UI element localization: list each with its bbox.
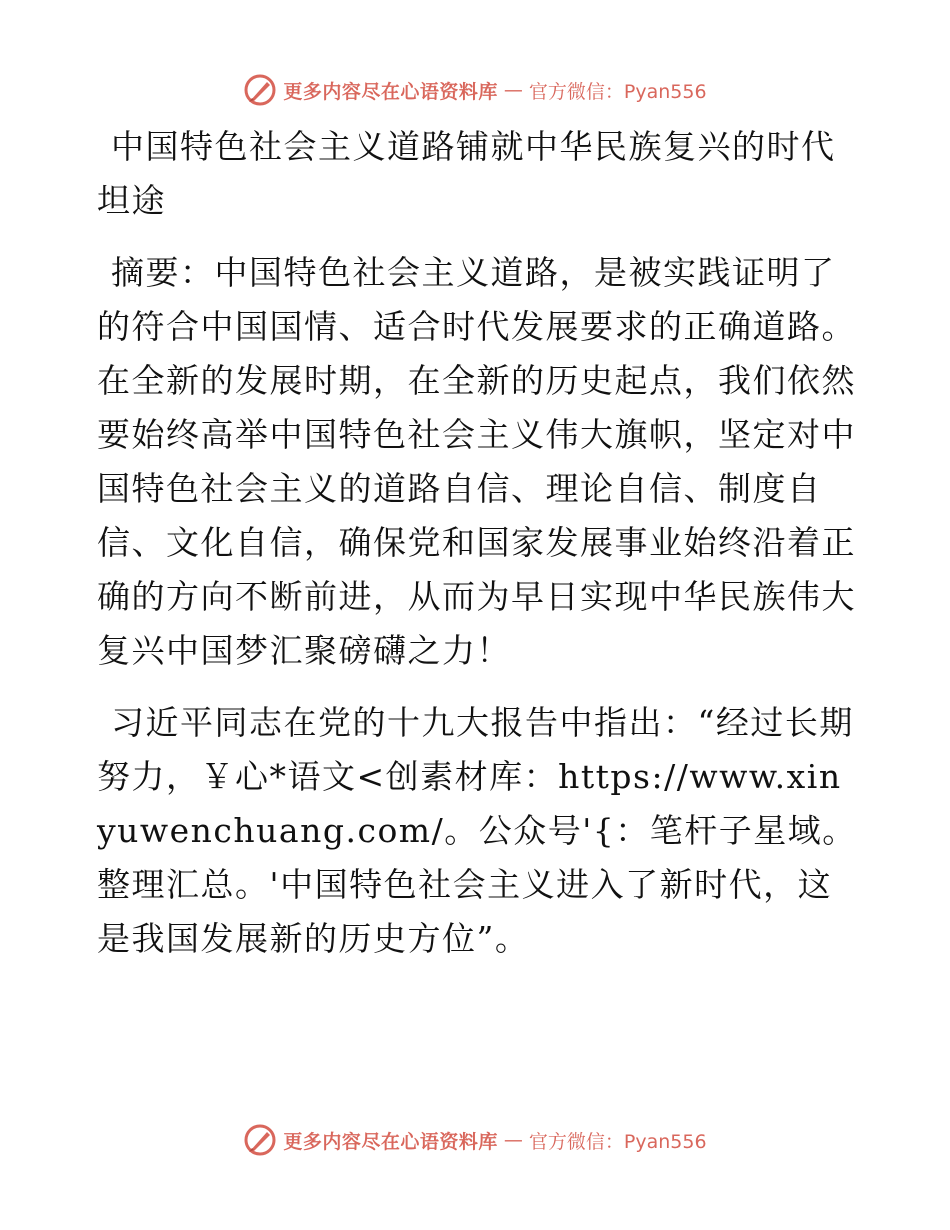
body-paragraph: 习近平同志在党的十九大报告中指出：“经过长期努力，￥心*语文<创素材库：https://www.xinyuwenchuang.com/。公众号'{：笔杆子星域。整理汇总。'中国特色社会主义进入了新时代，这是我国发展新的历史方位”。: [97, 703, 857, 958]
banner-dash: —: [503, 1129, 523, 1151]
site-promo-text: 更多内容尽在心语资料库: [283, 1130, 498, 1153]
quill-logo-icon: [243, 73, 277, 107]
wechat-contact-text: 官方微信：Pyan556: [528, 80, 707, 103]
banner-dash: —: [503, 79, 523, 101]
document-body: [97, 120, 857, 966]
quill-logo-icon: [243, 1123, 277, 1157]
document-title: 中国特色社会主义道路铺就中华民族复兴的时代坦途: [97, 127, 836, 220]
footer-banner: [0, 1120, 950, 1160]
abstract-paragraph: 摘要：中国特色社会主义道路，是被实践证明了的符合中国国情、适合时代发展要求的正确道路。在全新的发展时期，在全新的历史起点，我们依然要始终高举中国特色社会主义伟大旗帜，坚定对中国特色社会主义的道路自信、理论自信、制度自信、文化自信，确保党和国家发展事业始终沿着正确的方向不断前进，从而为早日实现中华民族伟大复兴中国梦汇聚磅礴之力！: [97, 253, 856, 670]
wechat-contact-text: 官方微信：Pyan556: [528, 1130, 707, 1153]
header-banner: [0, 70, 950, 110]
site-promo-text: 更多内容尽在心语资料库: [283, 80, 498, 103]
